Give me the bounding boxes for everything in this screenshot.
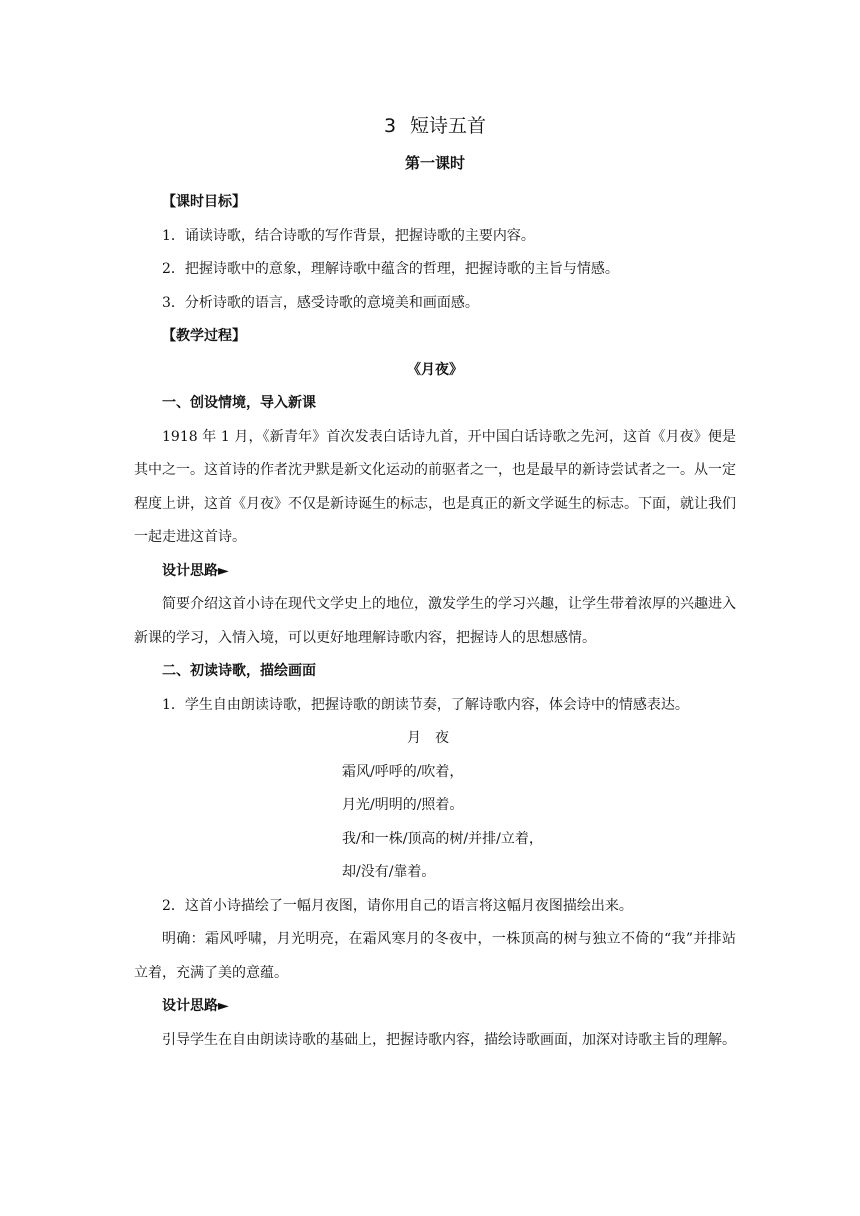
- part2-item: 1．学生自由朗读诗歌，把握诗歌的朗读节奏，了解诗歌内容，体会诗中的情感表达。: [162, 696, 689, 713]
- design-idea-heading: 设计思路►: [162, 998, 229, 1014]
- objective-item: 2．把握诗歌中的意象，理解诗歌中蕴含的哲理，把握诗歌的主旨与情感。: [162, 261, 619, 277]
- lesson-title: [134, 112, 736, 140]
- poem-line: 却/没有/靠着。: [342, 864, 436, 880]
- poem-section-title: 《月夜》: [407, 361, 463, 378]
- part2-item: 2．这首小诗描绘了一幅月夜图，请你用自己的语言将这幅月夜图描绘出来。: [162, 897, 633, 914]
- lesson-subtitle: 第一课时: [404, 154, 465, 172]
- poem-line: 霜风/呼呼的/吹着，: [342, 763, 464, 780]
- part2-heading: 二、初读诗歌，描绘画面: [162, 663, 316, 679]
- lesson-number: 3: [383, 115, 397, 137]
- objective-item: 3．分析诗歌的语言，感受诗歌的意境美和画面感。: [162, 294, 479, 311]
- design-idea-paragraph: 引导学生在自由朗读诗歌的基础上，把握诗歌内容，描绘诗歌画面，加深对诗歌主旨的理解。: [162, 1031, 736, 1048]
- poem-line: 我/和一株/顶高的树/并排/立着，: [342, 830, 543, 847]
- objective-item: 1．诵读诗歌，结合诗歌的写作背景，把握诗歌的主要内容。: [162, 227, 535, 244]
- design-idea-paragraph: 简要介绍这首小诗在现代文学史上的地位，激发学生的学习兴趣，让学生带着浓厚的兴趣进入新课的学习，入情入境，可以更好地理解诗歌内容，把握诗人的思想感情。: [134, 596, 736, 646]
- objectives-heading: 【课时目标】: [162, 194, 246, 210]
- process-heading: 【教学过程】: [162, 328, 246, 344]
- answer-paragraph: 明确：霜风呼啸，月光明亮，在霜风寒月的冬夜中，一株顶高的树与独立不倚的“我”并排站立着，充满了美的意蕴。: [134, 931, 736, 981]
- poem-line: 月光/明明的/照着。: [342, 797, 464, 813]
- part1-heading: 一、创设情境，导入新课: [162, 395, 316, 411]
- design-idea-heading: 设计思路►: [162, 562, 229, 579]
- poem-title: 月夜: [407, 730, 463, 746]
- lesson-title-text: 短诗五首: [410, 115, 487, 137]
- document-content: [134, 112, 736, 1057]
- part1-paragraph: 1918 年 1 月，《新青年》首次发表白话诗九首，开中国白话诗歌之先河，这首《月夜》便是其中之一。这首诗的作者沈尹默是新文化运动的前驱者之一，也是最早的新诗尝试者之一。从一定程度上讲，这首《月夜》不仅是新诗诞生的标志，也是真正的新文学诞生的标志。下面，就让我们一起走进这首诗。: [134, 428, 736, 545]
